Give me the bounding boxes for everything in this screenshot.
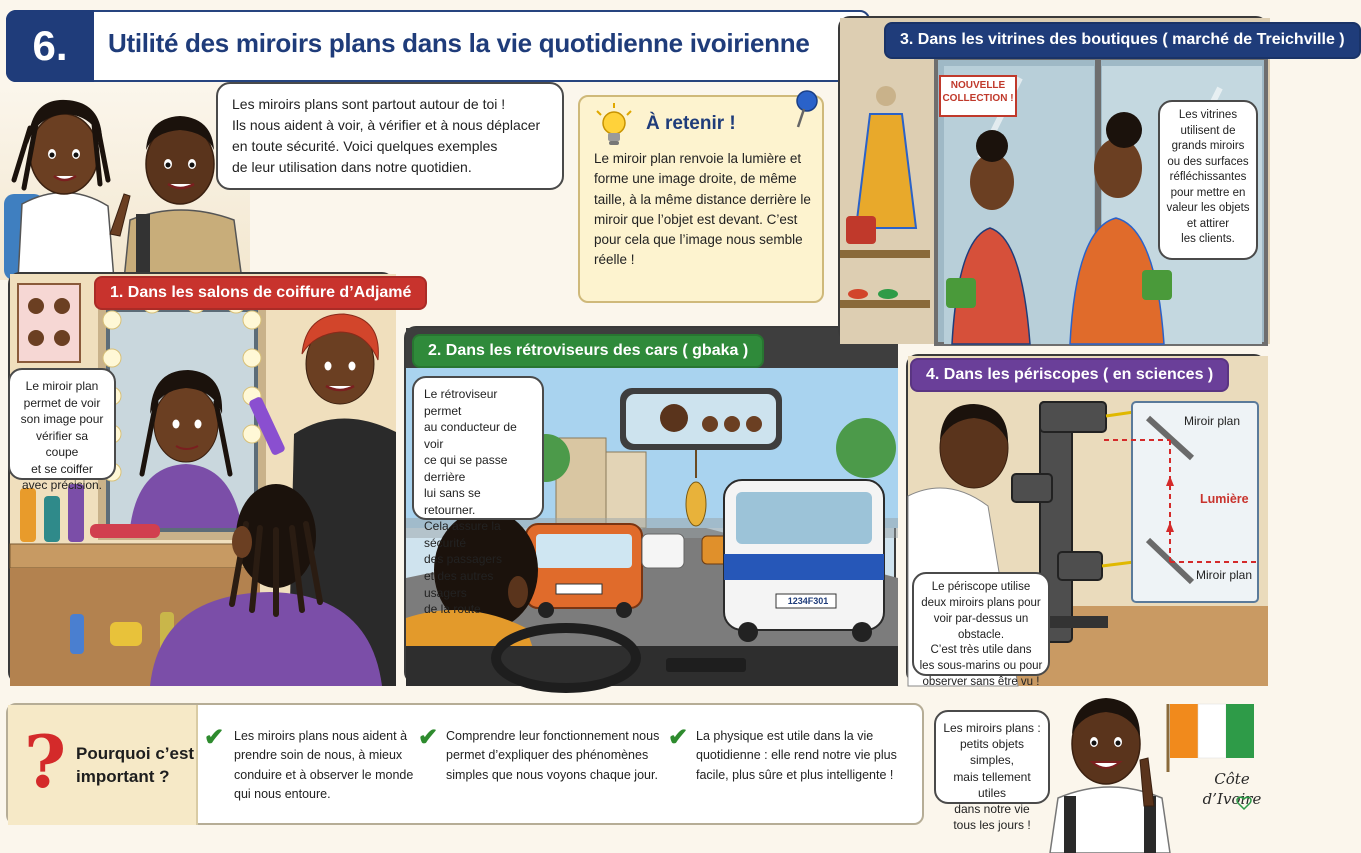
takeaway-line: derrière le miroir que l’objet xyxy=(594,191,811,227)
gbaka-bubble xyxy=(412,376,544,617)
salon-bubble-line: vérifier sa coupe xyxy=(35,428,88,460)
shops-bubble-line: et attirer xyxy=(1186,217,1230,230)
gbaka-bubble-line: de la route. xyxy=(424,602,485,617)
check-icon: ✔ xyxy=(668,724,689,751)
brush-icon xyxy=(90,524,160,538)
gbaka-bubble-line: Le rétroviseur permet xyxy=(424,387,498,418)
shops-bubble-line: réfléchissantes xyxy=(1169,171,1247,184)
gbaka-bubble-line: lui sans se retourner. xyxy=(424,486,481,517)
handbag-icon xyxy=(1142,270,1172,300)
intro-bubble xyxy=(216,82,564,190)
gbaka-bubble-line: des passagers xyxy=(424,552,503,567)
intro-line: Les miroirs plans sont partout autour de toi ! xyxy=(232,96,506,112)
gbaka-bubble-line: ce qui se passe derrière xyxy=(424,453,508,484)
panel-title-shops-line2: ( marché de Treichville ) xyxy=(1162,31,1345,48)
reason-item xyxy=(234,727,420,805)
sign-line: COLLECTION ! xyxy=(942,92,1014,104)
why-title-line: Pourquoi c’est xyxy=(76,744,195,763)
kids-illustration-area xyxy=(0,84,250,280)
panel-title-shops xyxy=(884,22,1361,59)
final-bubble-line: tous les jours ! xyxy=(953,818,1031,833)
periscope-bubble xyxy=(912,572,1050,689)
reason-line: simples que nous voyons chaque jour. xyxy=(446,767,658,782)
why-important-box xyxy=(8,705,198,825)
takeaway-line: de même taille, à la même distance xyxy=(594,171,797,207)
label-mirror-bottom: Miroir plan xyxy=(1196,568,1253,582)
reason-item xyxy=(696,727,922,785)
panel-title-salon: 1. Dans les salons de coiffure d’Adjamé xyxy=(94,276,427,310)
shops-bubble-line: grands miroirs xyxy=(1171,140,1245,153)
kids-illustration xyxy=(0,84,250,280)
periscope-bubble-line: les sous-marins ou pour xyxy=(919,660,1043,673)
why-title-line: important ? xyxy=(76,766,170,786)
panel-title-shops-line1: 3. Dans les vitrines des boutiques xyxy=(900,31,1158,48)
why-important-section xyxy=(6,703,924,825)
label-light: Lumière xyxy=(1200,492,1249,506)
eyepiece-icon xyxy=(1012,474,1052,502)
heart-icon xyxy=(1236,796,1252,810)
pushpin-icon xyxy=(792,89,822,129)
poster-icon xyxy=(18,284,80,362)
takeaway-line: C’est pour cela que l’image xyxy=(594,211,798,247)
check-icon: ✔ xyxy=(418,724,439,751)
salon-bubble-line: et se coiffer xyxy=(31,461,93,476)
cote-divoire-caption xyxy=(1184,770,1280,809)
shops-bubble-line: les clients. xyxy=(1181,233,1235,246)
salon-bubble xyxy=(8,368,116,493)
final-bubble-line: mais tellement utiles xyxy=(953,769,1031,800)
final-bubble-line: dans notre vie xyxy=(954,801,1030,816)
reason-line: à mieux conduire et à observer xyxy=(234,748,403,782)
takeaway-line: Le miroir plan renvoie la lumière xyxy=(594,151,787,166)
reason-line: elle rend notre vie plus facile, xyxy=(696,748,897,782)
sign-line: NOUVELLE xyxy=(950,80,1006,91)
lightbulb-icon xyxy=(594,103,634,149)
panel-title-gbaka: 2. Dans les rétroviseurs des cars ( gbaka ) xyxy=(412,334,764,368)
panel-title-periscope: 4. Dans les périscopes ( en sciences ) xyxy=(910,358,1229,392)
ornament-icon xyxy=(686,482,706,526)
question-mark-icon: ? xyxy=(24,719,67,804)
salon-bubble-line: avec précision. xyxy=(21,478,103,493)
label-mirror-top: Miroir plan xyxy=(1184,414,1241,428)
key-takeaway-text xyxy=(594,149,820,271)
reason-line: à prendre soin de nous, xyxy=(234,729,408,763)
intro-line: en toute sécurité. Voici quelques exemples xyxy=(232,138,498,154)
reason-line: La physique est utile dans la vie quotidienne : xyxy=(696,729,874,763)
key-takeaway-title: À retenir ! xyxy=(646,113,736,134)
license-plate: 1234F301 xyxy=(787,596,829,606)
shops-bubble-line: Les vitrines xyxy=(1178,109,1238,121)
periscope-bubble-line: deux miroirs plans pour xyxy=(921,596,1041,609)
caption-line: Côte xyxy=(1214,770,1250,788)
bottle-icon xyxy=(44,496,60,542)
shops-bubble-line: utilisent de xyxy=(1180,124,1236,137)
takeaway-line: et forme une image droite, xyxy=(594,151,802,187)
reason-line: nous permet d’expliquer des phénomènes xyxy=(446,729,660,763)
final-bubble-line: Les miroirs plans : xyxy=(943,721,1041,735)
key-takeaway-box xyxy=(578,95,824,303)
girl-face xyxy=(30,114,98,194)
shops-bubble-line: valeur les objets xyxy=(1166,202,1250,215)
periscope-bubble-line: C’est très utile dans xyxy=(930,644,1032,657)
reason-item xyxy=(446,727,672,785)
final-bubble-line: petits objets simples, xyxy=(959,737,1025,768)
salon-bubble-line: permet de voir xyxy=(23,395,101,410)
reason-line: plus sûre et plus intelligente ! xyxy=(732,767,894,782)
final-bubble xyxy=(934,710,1050,833)
why-important-title xyxy=(76,743,196,789)
salon-bubble-line: son image pour xyxy=(20,412,104,427)
gbaka-bubble-line: Cela assure la sécurité xyxy=(424,519,501,550)
page-title: Utilité des miroirs plans dans la vie quotidienne ivoirienne xyxy=(108,28,810,58)
periscope-bubble-line: Le périscope utilise xyxy=(931,581,1031,593)
reason-line: le monde qui nous entoure. xyxy=(234,767,414,802)
reason-line: Les miroirs plans nous aident xyxy=(234,729,397,743)
shops-bubble xyxy=(1158,100,1258,260)
takeaway-line: nous semble réelle ! xyxy=(594,232,803,268)
intro-line: Ils nous aident à voir, à vérifier et à nous déplacer xyxy=(232,117,541,133)
handbag-icon xyxy=(846,216,876,244)
periscope-bubble-line: observer sans être vu ! xyxy=(922,676,1040,689)
check-icon: ✔ xyxy=(204,724,225,751)
shops-bubble-line: ou des surfaces xyxy=(1167,155,1249,168)
periscope-bubble-line: voir par-dessus un obstacle. xyxy=(933,612,1029,641)
gbaka-bubble-line: au conducteur de voir xyxy=(424,420,517,451)
caption-line: d’Ivoire xyxy=(1202,789,1262,808)
intro-line: de leur utilisation dans notre quotidien. xyxy=(232,159,472,175)
shops-bubble-line: pour mettre en xyxy=(1170,186,1246,199)
takeaway-line: est devant. xyxy=(696,211,763,227)
gbaka-bubble-line: et des autres usagers xyxy=(424,569,494,600)
section-number: 6. xyxy=(6,10,94,82)
ivory-coast-flag-icon xyxy=(1162,700,1258,772)
new-collection-text xyxy=(940,80,1016,105)
reason-line: Comprendre leur fonctionnement xyxy=(446,729,629,743)
bottle-icon xyxy=(20,488,36,542)
salon-bubble-line: Le miroir plan xyxy=(25,379,99,393)
boy-illustration xyxy=(1040,686,1180,853)
